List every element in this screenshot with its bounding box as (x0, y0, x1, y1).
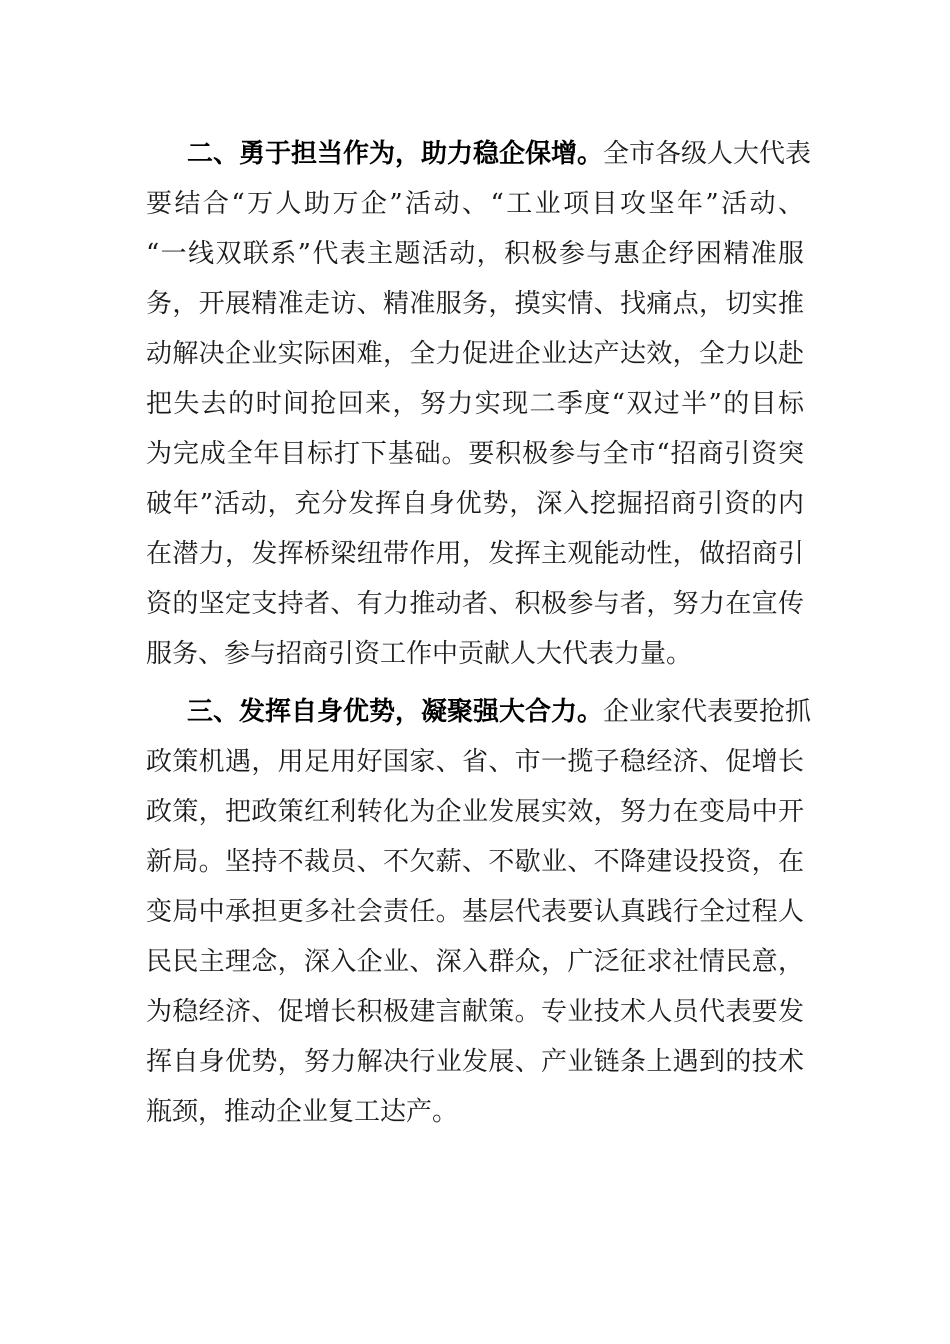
paragraph-line: 挥自身优势，努力解决行业发展、产业链条上遇到的技术 (146, 1047, 804, 1077)
paragraph-line: 为完成全年目标打下基础。要积极参与全市“招商引资突 (146, 439, 804, 469)
paragraph-line: 动解决企业实际困难，全力促进企业达产达效，全力以赴 (146, 339, 804, 369)
paragraph-line: 变局中承担更多社会责任。基层代表要认真践行全过程人 (146, 897, 804, 927)
paragraph-line: 资的坚定支持者、有力推动者、积极参与者，努力在宣传 (146, 589, 804, 619)
paragraph-line (187, 138, 812, 170)
paragraph-line: 民民主理念，深入企业、深入群众，广泛征求社情民意， (146, 947, 804, 977)
paragraph-line: 要结合“万人助万企”活动、“工业项目攻坚年”活动、 (146, 189, 804, 219)
paragraph-line: 破年”活动，充分发挥自身优势，深入挖掘招商引资的内 (146, 489, 804, 519)
paragraph-line (187, 696, 812, 728)
paragraph-line: 服务、参与招商引资工作中贡献人大代表力量。 (146, 639, 693, 669)
paragraph-line: 为稳经济、促增长积极建言献策。专业技术人员代表要发 (146, 997, 804, 1027)
section-heading: 二、勇于担当作为，助力稳企保增。 (187, 139, 604, 169)
paragraph-line: 在潜力，发挥桥梁纽带作用，发挥主观能动性，做招商引 (146, 539, 804, 569)
paragraph-line: 把失去的时间抢回来，努力实现二季度“双过半”的目标 (146, 389, 804, 419)
paragraph-line: 瓶颈，推动企业复工达产。 (146, 1097, 459, 1127)
paragraph-line: 政策机遇，用足用好国家、省、市一揽子稳经济、促增长 (146, 747, 804, 777)
paragraph-line: 务，开展精准走访、精准服务，摸实情、找痛点，切实推 (146, 289, 804, 319)
paragraph-text: 企业家代表要抢抓 (603, 697, 812, 727)
paragraph-line: 政策，把政策红利转化为企业发展实效，努力在变局中开 (146, 797, 804, 827)
section-heading: 三、发挥自身优势，凝聚强大合力。 (187, 697, 604, 727)
paragraph-line: 新局。坚持不裁员、不欠薪、不歇业、不降建设投资，在 (146, 847, 804, 877)
paragraph-text: 全市各级人大代表 (603, 139, 812, 169)
paragraph-line: “一线双联系”代表主题活动，积极参与惠企纾困精准服 (146, 239, 804, 269)
